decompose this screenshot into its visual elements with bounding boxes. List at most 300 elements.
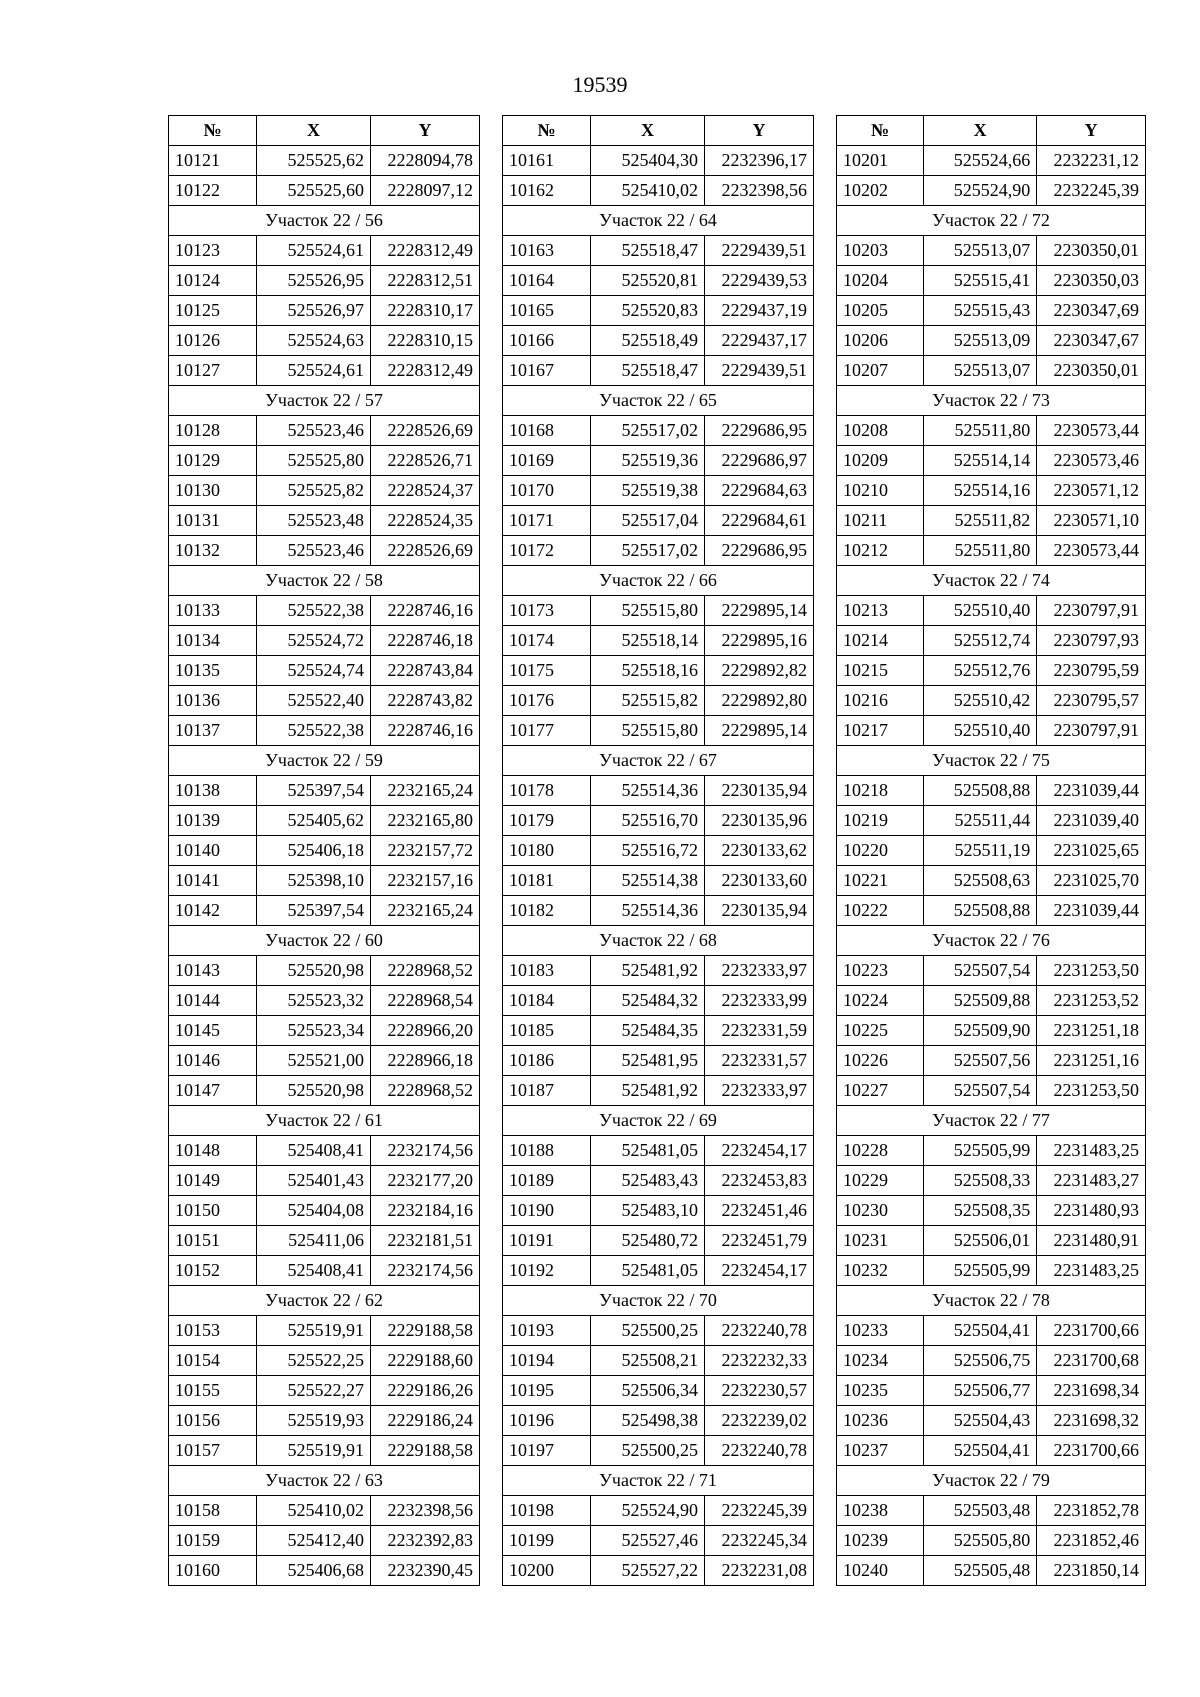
point-number: 10239 [837, 1526, 924, 1556]
point-number: 10121 [169, 146, 257, 176]
point-number: 10231 [837, 1226, 924, 1256]
y-coordinate: 2231700,66 [1037, 1316, 1146, 1346]
table-row [837, 1556, 1146, 1586]
x-coordinate: 525519,38 [591, 476, 705, 506]
table-header-row [837, 116, 1146, 146]
table-row [503, 656, 814, 686]
point-number: 10223 [837, 956, 924, 986]
y-coordinate: 2228312,49 [371, 356, 480, 386]
point-number: 10240 [837, 1556, 924, 1586]
y-coordinate: 2230350,01 [1037, 356, 1146, 386]
section-row [503, 1286, 814, 1316]
y-coordinate: 2231698,34 [1037, 1376, 1146, 1406]
y-coordinate: 2228312,49 [371, 236, 480, 266]
table-row [169, 686, 480, 716]
x-coordinate: 525508,35 [924, 1196, 1037, 1226]
y-coordinate: 2231039,44 [1037, 776, 1146, 806]
y-coordinate: 2228966,18 [371, 1046, 480, 1076]
y-coordinate: 2230573,44 [1037, 416, 1146, 446]
y-coordinate: 2230797,91 [1037, 596, 1146, 626]
section-title: Участок 22 / 59 [169, 746, 480, 776]
table-row [169, 836, 480, 866]
x-coordinate: 525508,33 [924, 1166, 1037, 1196]
table-row [837, 1436, 1146, 1466]
y-coordinate: 2232240,78 [705, 1316, 814, 1346]
point-number: 10228 [837, 1136, 924, 1166]
table-row [169, 1256, 480, 1286]
table-row [837, 356, 1146, 386]
x-coordinate: 525524,74 [257, 656, 371, 686]
y-coordinate: 2232392,83 [371, 1526, 480, 1556]
y-coordinate: 2232174,56 [371, 1256, 480, 1286]
y-coordinate: 2232165,24 [371, 896, 480, 926]
section-row [169, 1466, 480, 1496]
section-title: Участок 22 / 78 [837, 1286, 1146, 1316]
y-coordinate: 2229186,26 [371, 1376, 480, 1406]
table-row [837, 596, 1146, 626]
section-row [837, 1286, 1146, 1316]
point-number: 10236 [837, 1406, 924, 1436]
point-number: 10214 [837, 626, 924, 656]
y-coordinate: 2229188,58 [371, 1436, 480, 1466]
section-row [169, 1106, 480, 1136]
y-coordinate: 2231253,50 [1037, 1076, 1146, 1106]
x-coordinate: 525404,08 [257, 1196, 371, 1226]
section-row [837, 386, 1146, 416]
x-coordinate: 525510,42 [924, 686, 1037, 716]
header-number: № [169, 116, 257, 146]
y-coordinate: 2228746,16 [371, 596, 480, 626]
x-coordinate: 525481,92 [591, 956, 705, 986]
y-coordinate: 2229892,80 [705, 686, 814, 716]
table-row [169, 1526, 480, 1556]
y-coordinate: 2229892,82 [705, 656, 814, 686]
x-coordinate: 525523,46 [257, 416, 371, 446]
x-coordinate: 525515,43 [924, 296, 1037, 326]
x-coordinate: 525522,38 [257, 596, 371, 626]
table-row [837, 236, 1146, 266]
x-coordinate: 525511,19 [924, 836, 1037, 866]
x-coordinate: 525522,27 [257, 1376, 371, 1406]
y-coordinate: 2230795,57 [1037, 686, 1146, 716]
section-title: Участок 22 / 76 [837, 926, 1146, 956]
point-number: 10171 [503, 506, 591, 536]
y-coordinate: 2232453,83 [705, 1166, 814, 1196]
point-number: 10149 [169, 1166, 257, 1196]
point-number: 10233 [837, 1316, 924, 1346]
point-number: 10219 [837, 806, 924, 836]
section-title: Участок 22 / 63 [169, 1466, 480, 1496]
x-coordinate: 525405,62 [257, 806, 371, 836]
x-coordinate: 525514,14 [924, 446, 1037, 476]
table-row [503, 1496, 814, 1526]
point-number: 10136 [169, 686, 257, 716]
table-row [837, 266, 1146, 296]
table-row [503, 686, 814, 716]
y-coordinate: 2228968,52 [371, 1076, 480, 1106]
table-row [837, 326, 1146, 356]
coordinate-table-2 [502, 115, 814, 1586]
point-number: 10132 [169, 536, 257, 566]
x-coordinate: 525504,41 [924, 1436, 1037, 1466]
y-coordinate: 2232451,46 [705, 1196, 814, 1226]
point-number: 10160 [169, 1556, 257, 1586]
table-row [503, 1376, 814, 1406]
x-coordinate: 525518,49 [591, 326, 705, 356]
table-row [169, 1316, 480, 1346]
table-header-row [169, 116, 480, 146]
point-number: 10194 [503, 1346, 591, 1376]
table-row [503, 506, 814, 536]
y-coordinate: 2230133,62 [705, 836, 814, 866]
x-coordinate: 525516,70 [591, 806, 705, 836]
point-number: 10226 [837, 1046, 924, 1076]
table-row [503, 266, 814, 296]
point-number: 10216 [837, 686, 924, 716]
x-coordinate: 525411,06 [257, 1226, 371, 1256]
y-coordinate: 2228526,71 [371, 446, 480, 476]
x-coordinate: 525513,09 [924, 326, 1037, 356]
point-number: 10165 [503, 296, 591, 326]
table-row [837, 626, 1146, 656]
x-coordinate: 525511,80 [924, 416, 1037, 446]
x-coordinate: 525520,98 [257, 956, 371, 986]
section-row [169, 566, 480, 596]
table-row [503, 1136, 814, 1166]
y-coordinate: 2232165,24 [371, 776, 480, 806]
x-coordinate: 525511,80 [924, 536, 1037, 566]
table-row [837, 1376, 1146, 1406]
point-number: 10175 [503, 656, 591, 686]
y-coordinate: 2230135,96 [705, 806, 814, 836]
x-coordinate: 525410,02 [591, 176, 705, 206]
x-coordinate: 525398,10 [257, 866, 371, 896]
section-row [503, 1466, 814, 1496]
x-coordinate: 525519,91 [257, 1316, 371, 1346]
x-coordinate: 525517,02 [591, 416, 705, 446]
point-number: 10192 [503, 1256, 591, 1286]
point-number: 10211 [837, 506, 924, 536]
x-coordinate: 525506,34 [591, 1376, 705, 1406]
point-number: 10164 [503, 266, 591, 296]
table-row [503, 806, 814, 836]
section-title: Участок 22 / 77 [837, 1106, 1146, 1136]
x-coordinate: 525508,63 [924, 866, 1037, 896]
section-title: Участок 22 / 73 [837, 386, 1146, 416]
table-row [837, 476, 1146, 506]
x-coordinate: 525507,56 [924, 1046, 1037, 1076]
x-coordinate: 525524,90 [924, 176, 1037, 206]
y-coordinate: 2230135,94 [705, 896, 814, 926]
x-coordinate: 525521,00 [257, 1046, 371, 1076]
y-coordinate: 2229439,51 [705, 236, 814, 266]
point-number: 10168 [503, 416, 591, 446]
section-row [503, 1106, 814, 1136]
y-coordinate: 2230133,60 [705, 866, 814, 896]
y-coordinate: 2229686,97 [705, 446, 814, 476]
section-row [503, 566, 814, 596]
point-number: 10197 [503, 1436, 591, 1466]
x-coordinate: 525500,25 [591, 1316, 705, 1346]
x-coordinate: 525522,38 [257, 716, 371, 746]
point-number: 10212 [837, 536, 924, 566]
x-coordinate: 525524,90 [591, 1496, 705, 1526]
x-coordinate: 525505,48 [924, 1556, 1037, 1586]
table-row [503, 236, 814, 266]
x-coordinate: 525504,43 [924, 1406, 1037, 1436]
table-row [169, 806, 480, 836]
point-number: 10209 [837, 446, 924, 476]
x-coordinate: 525509,90 [924, 1016, 1037, 1046]
point-number: 10191 [503, 1226, 591, 1256]
y-coordinate: 2228097,12 [371, 176, 480, 206]
x-coordinate: 525408,41 [257, 1256, 371, 1286]
x-coordinate: 525514,38 [591, 866, 705, 896]
section-title: Участок 22 / 70 [503, 1286, 814, 1316]
y-coordinate: 2228310,17 [371, 296, 480, 326]
table-row [169, 1406, 480, 1436]
table-row [503, 356, 814, 386]
table-row [837, 1346, 1146, 1376]
x-coordinate: 525514,36 [591, 896, 705, 926]
y-coordinate: 2228312,51 [371, 266, 480, 296]
point-number: 10166 [503, 326, 591, 356]
point-number: 10134 [169, 626, 257, 656]
y-coordinate: 2232165,80 [371, 806, 480, 836]
y-coordinate: 2232174,56 [371, 1136, 480, 1166]
x-coordinate: 525525,62 [257, 146, 371, 176]
table-row [169, 446, 480, 476]
point-number: 10172 [503, 536, 591, 566]
y-coordinate: 2232333,97 [705, 956, 814, 986]
x-coordinate: 525518,16 [591, 656, 705, 686]
point-number: 10126 [169, 326, 257, 356]
table-row [503, 536, 814, 566]
x-coordinate: 525505,99 [924, 1136, 1037, 1166]
point-number: 10128 [169, 416, 257, 446]
point-number: 10188 [503, 1136, 591, 1166]
x-coordinate: 525508,21 [591, 1346, 705, 1376]
coordinate-tables [168, 115, 1146, 1581]
point-number: 10217 [837, 716, 924, 746]
point-number: 10184 [503, 986, 591, 1016]
x-coordinate: 525397,54 [257, 896, 371, 926]
table-row [169, 1046, 480, 1076]
point-number: 10153 [169, 1316, 257, 1346]
table-row [503, 1076, 814, 1106]
y-coordinate: 2228524,37 [371, 476, 480, 506]
y-coordinate: 2229188,60 [371, 1346, 480, 1376]
y-coordinate: 2231251,18 [1037, 1016, 1146, 1046]
section-title: Участок 22 / 72 [837, 206, 1146, 236]
y-coordinate: 2232454,17 [705, 1136, 814, 1166]
point-number: 10186 [503, 1046, 591, 1076]
point-number: 10196 [503, 1406, 591, 1436]
x-coordinate: 525517,04 [591, 506, 705, 536]
point-number: 10208 [837, 416, 924, 446]
point-number: 10195 [503, 1376, 591, 1406]
table-row [169, 656, 480, 686]
coordinate-table-3 [836, 115, 1146, 1586]
section-row [503, 746, 814, 776]
x-coordinate: 525515,80 [591, 716, 705, 746]
table-row [837, 536, 1146, 566]
x-coordinate: 525505,80 [924, 1526, 1037, 1556]
point-number: 10148 [169, 1136, 257, 1166]
point-number: 10201 [837, 146, 924, 176]
section-row [169, 1286, 480, 1316]
point-number: 10230 [837, 1196, 924, 1226]
point-number: 10204 [837, 266, 924, 296]
point-number: 10174 [503, 626, 591, 656]
y-coordinate: 2229895,16 [705, 626, 814, 656]
table-row [503, 596, 814, 626]
table-row [169, 956, 480, 986]
y-coordinate: 2232184,16 [371, 1196, 480, 1226]
table-row [503, 956, 814, 986]
point-number: 10179 [503, 806, 591, 836]
table-row [837, 296, 1146, 326]
header-number: № [503, 116, 591, 146]
table-row [503, 146, 814, 176]
section-title: Участок 22 / 66 [503, 566, 814, 596]
x-coordinate: 525510,40 [924, 716, 1037, 746]
x-coordinate: 525515,80 [591, 596, 705, 626]
point-number: 10145 [169, 1016, 257, 1046]
x-coordinate: 525523,32 [257, 986, 371, 1016]
point-number: 10170 [503, 476, 591, 506]
y-coordinate: 2230350,03 [1037, 266, 1146, 296]
table-row [503, 446, 814, 476]
point-number: 10169 [503, 446, 591, 476]
table-row [169, 896, 480, 926]
table-row [837, 1076, 1146, 1106]
x-coordinate: 525410,02 [257, 1496, 371, 1526]
y-coordinate: 2231483,25 [1037, 1256, 1146, 1286]
x-coordinate: 525518,14 [591, 626, 705, 656]
point-number: 10190 [503, 1196, 591, 1226]
x-coordinate: 525524,63 [257, 326, 371, 356]
y-coordinate: 2228743,82 [371, 686, 480, 716]
x-coordinate: 525507,54 [924, 1076, 1037, 1106]
table-row [837, 1496, 1146, 1526]
table-row [169, 176, 480, 206]
point-number: 10144 [169, 986, 257, 1016]
table-row [169, 416, 480, 446]
point-number: 10185 [503, 1016, 591, 1046]
table-row [503, 176, 814, 206]
y-coordinate: 2228746,16 [371, 716, 480, 746]
table-row [503, 1196, 814, 1226]
y-coordinate: 2230347,67 [1037, 326, 1146, 356]
point-number: 10206 [837, 326, 924, 356]
section-row [169, 206, 480, 236]
x-coordinate: 525527,46 [591, 1526, 705, 1556]
point-number: 10181 [503, 866, 591, 896]
x-coordinate: 525524,72 [257, 626, 371, 656]
y-coordinate: 2228310,15 [371, 326, 480, 356]
point-number: 10189 [503, 1166, 591, 1196]
y-coordinate: 2232398,56 [371, 1496, 480, 1526]
y-coordinate: 2228526,69 [371, 536, 480, 566]
y-coordinate: 2229439,51 [705, 356, 814, 386]
point-number: 10202 [837, 176, 924, 206]
table-row [837, 1166, 1146, 1196]
table-row [169, 866, 480, 896]
point-number: 10232 [837, 1256, 924, 1286]
x-coordinate: 525523,34 [257, 1016, 371, 1046]
table-row [837, 866, 1146, 896]
y-coordinate: 2232231,08 [705, 1556, 814, 1586]
table-row [837, 1316, 1146, 1346]
point-number: 10178 [503, 776, 591, 806]
table-row [837, 956, 1146, 986]
table-row [837, 776, 1146, 806]
x-coordinate: 525506,01 [924, 1226, 1037, 1256]
point-number: 10238 [837, 1496, 924, 1526]
x-coordinate: 525515,82 [591, 686, 705, 716]
table-row [169, 1166, 480, 1196]
section-title: Участок 22 / 71 [503, 1466, 814, 1496]
point-number: 10225 [837, 1016, 924, 1046]
y-coordinate: 2228743,84 [371, 656, 480, 686]
x-coordinate: 525508,88 [924, 776, 1037, 806]
y-coordinate: 2232232,33 [705, 1346, 814, 1376]
y-coordinate: 2231253,52 [1037, 986, 1146, 1016]
point-number: 10152 [169, 1256, 257, 1286]
y-coordinate: 2232333,99 [705, 986, 814, 1016]
table-row [837, 1256, 1146, 1286]
table-row [503, 866, 814, 896]
section-row [837, 1106, 1146, 1136]
header-x: X [591, 116, 705, 146]
y-coordinate: 2230347,69 [1037, 296, 1146, 326]
table-row [837, 1016, 1146, 1046]
x-coordinate: 525514,16 [924, 476, 1037, 506]
x-coordinate: 525406,68 [257, 1556, 371, 1586]
y-coordinate: 2228968,52 [371, 956, 480, 986]
point-number: 10138 [169, 776, 257, 806]
table-row [169, 1346, 480, 1376]
table-row [169, 326, 480, 356]
x-coordinate: 525481,92 [591, 1076, 705, 1106]
point-number: 10213 [837, 596, 924, 626]
x-coordinate: 525401,43 [257, 1166, 371, 1196]
x-coordinate: 525525,82 [257, 476, 371, 506]
point-number: 10157 [169, 1436, 257, 1466]
table-row [503, 1556, 814, 1586]
y-coordinate: 2230573,44 [1037, 536, 1146, 566]
section-row [503, 926, 814, 956]
y-coordinate: 2232245,34 [705, 1526, 814, 1556]
x-coordinate: 525483,43 [591, 1166, 705, 1196]
table-row [169, 236, 480, 266]
y-coordinate: 2231025,65 [1037, 836, 1146, 866]
x-coordinate: 525522,25 [257, 1346, 371, 1376]
point-number: 10159 [169, 1526, 257, 1556]
table-row [503, 1046, 814, 1076]
y-coordinate: 2231480,93 [1037, 1196, 1146, 1226]
x-coordinate: 525519,93 [257, 1406, 371, 1436]
point-number: 10141 [169, 866, 257, 896]
section-row [169, 386, 480, 416]
point-number: 10129 [169, 446, 257, 476]
y-coordinate: 2231850,14 [1037, 1556, 1146, 1586]
y-coordinate: 2228094,78 [371, 146, 480, 176]
table-row [837, 836, 1146, 866]
point-number: 10221 [837, 866, 924, 896]
table-row [503, 1526, 814, 1556]
